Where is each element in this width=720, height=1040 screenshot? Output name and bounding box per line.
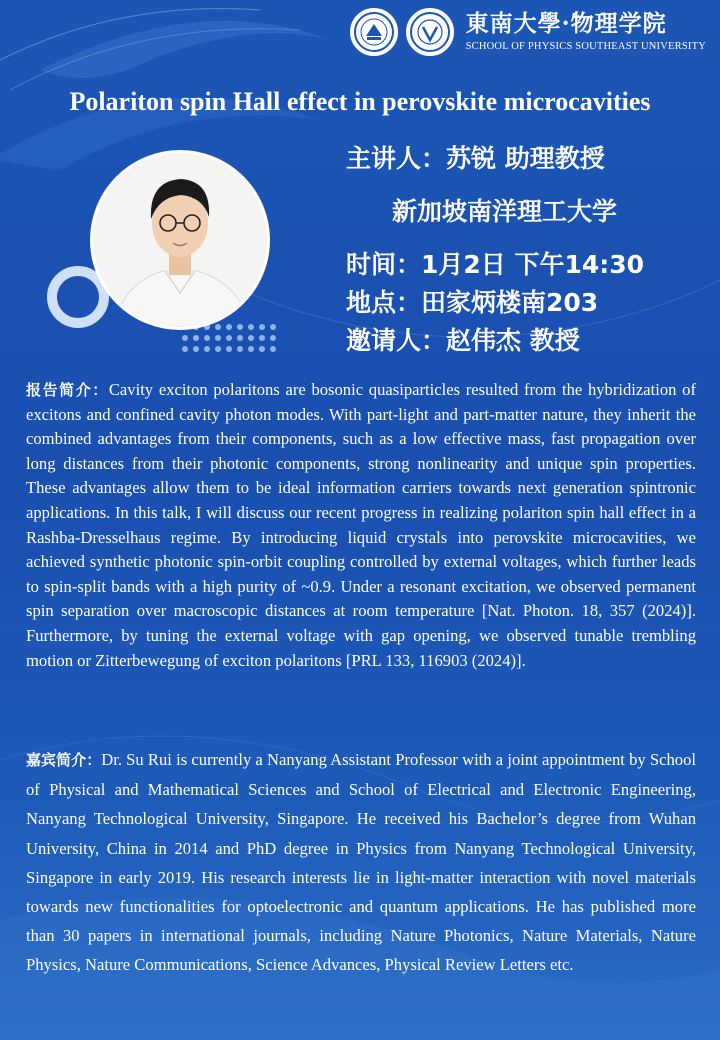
bio-text: Dr. Su Rui is currently a Nanyang Assistant Professor with a joint appointment by School of Physical and Mathematical Sciences and School of Electrical and Electronic Engineering, Nanyang Technological University, Singapore. He received his Bachelor’s degree from Wuhan University, China in 2014 and PhD degree in Physics from Nanyang Technological University, Singapore in early 2019. His research interests lie in light-matter interaction with novel materials towards new functionalities for optoelectronic and quantum applications. He has published more than 30 papers in international journals, including Nature Photonics, Nature Materials, Nature Physics, Nature Communications, Science Advances, Physical Review Letters etc. xyxy=(26,750,696,975)
abstract-paragraph xyxy=(26,378,696,673)
school-name-en: SCHOOL OF PHYSICS SOUTHEAST UNIVERSITY xyxy=(465,41,706,52)
abstract-label: 报告简介： xyxy=(26,381,109,399)
seu-seal-icon xyxy=(350,8,398,56)
header-logos xyxy=(350,8,706,56)
talk-time-line: 时间：1月2日 下午14:30 xyxy=(346,250,645,279)
school-name-cn: 東南大學·物理学院 xyxy=(465,10,667,37)
speaker-portrait-icon xyxy=(90,150,270,330)
abstract-text: Cavity exciton polaritons are bosonic quasiparticles resulted from the hybridization of excitons and confined cavity photon modes. With part-light and part-matter nature, they inherit the combined advantages from their components, such as a low effective mass, fast propagation over long distances from their photonic components, strong nonlinearity and unique spin properties. These advantages allow them to be ideal information carriers towards next generation spintronic applications. In this talk, I will discuss our recent progress in realizing polariton spin hall effect in a Rashba-Dresselhaus regime. By introducing liquid crystals into perovskite microcavities, we achieved synthetic photonic spin-orbit coupling controlled by external voltages, which further leads to spin-split bands with a high purity of ~0.9. Under a resonant excitation, we observed permanent spin separation over macroscopic distances at room temperature [Nat. Photon. 18, 357 (2024)]. Furthermore, by tuning the external voltage with gap opening, we observed tunable trembling motion or Zitterbewegung of exciton polaritons [PRL 133, 116903 (2024)]. xyxy=(26,380,696,670)
school-name-block xyxy=(466,10,706,54)
speaker-affiliation-line: 新加坡南洋理工大学 xyxy=(392,197,618,226)
inviter-line: 邀请人：赵伟杰 教授 xyxy=(346,326,580,355)
bio-paragraph xyxy=(26,745,696,980)
talk-place-line: 地点：田家炳楼南203 xyxy=(346,288,599,317)
speaker-name-line: 主讲人：苏锐 助理教授 xyxy=(346,144,605,173)
bio-label: 嘉宾简介： xyxy=(26,751,102,769)
talk-title: Polariton spin Hall effect in perovskite microcavities xyxy=(69,87,651,116)
physics-school-seal-icon xyxy=(406,8,454,56)
